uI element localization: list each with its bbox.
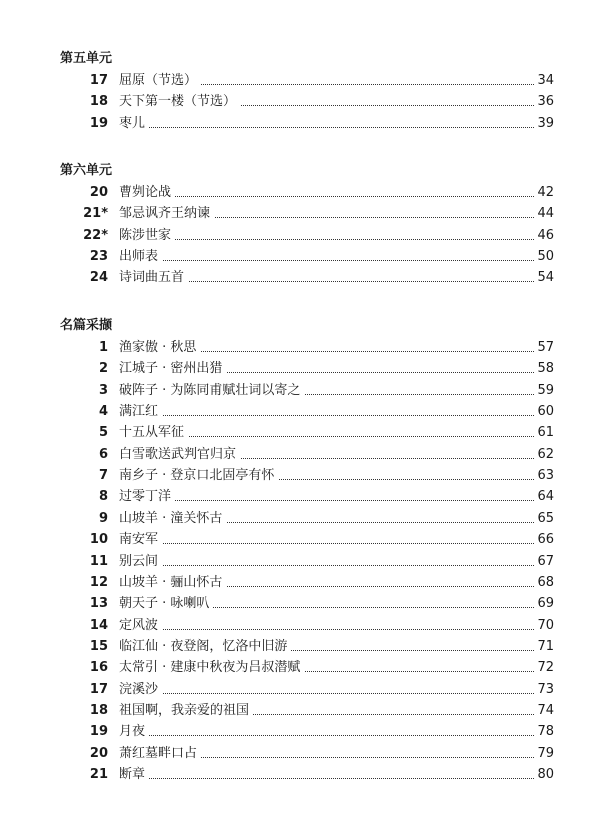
entry-page-number: 46 [534, 226, 554, 246]
toc-entry[interactable] [0, 573, 602, 593]
entry-number: 7 [98, 468, 108, 484]
entry-number: 3 [98, 382, 108, 398]
entry-page-number: 69 [534, 594, 554, 614]
entry-page-number: 70 [534, 616, 554, 636]
toc-entry[interactable] [0, 423, 602, 443]
toc-entry[interactable] [0, 445, 602, 465]
toc-entry[interactable] [0, 680, 602, 700]
entry-title: 过零丁洋 [119, 487, 175, 507]
entry-title: 诗词曲五首 [119, 268, 188, 288]
toc-entry[interactable] [0, 466, 602, 486]
entry-page-number: 79 [534, 744, 554, 764]
dot-leader [120, 778, 534, 779]
dot-leader [120, 127, 534, 128]
entry-title: 断章 [119, 765, 149, 785]
entry-page-number: 62 [534, 445, 554, 465]
toc-entry[interactable] [0, 338, 602, 358]
entry-title: 南安军 [119, 530, 162, 550]
entry-number: 24 [89, 270, 108, 286]
entry-number: 18 [89, 702, 108, 718]
dot-leader [120, 629, 534, 630]
entry-page-number: 74 [534, 701, 554, 721]
entry-number: 5 [98, 425, 108, 441]
entry-page-number: 73 [534, 680, 554, 700]
entry-page-number: 68 [534, 573, 554, 593]
entry-number: 18 [89, 94, 108, 110]
toc-entry[interactable] [0, 487, 602, 507]
toc-entry[interactable] [0, 594, 602, 614]
toc-entry[interactable] [0, 701, 602, 721]
dot-leader [120, 735, 534, 736]
entry-number: 21* [83, 206, 108, 222]
toc-entry[interactable] [0, 114, 602, 134]
toc-entry[interactable] [0, 530, 602, 550]
entry-page-number: 58 [534, 359, 554, 379]
entry-title: 白雪歌送武判官归京 [119, 445, 240, 465]
toc-entry[interactable] [0, 637, 602, 657]
entry-number: 1 [98, 340, 108, 355]
toc-entry[interactable] [0, 552, 602, 572]
entry-number: 17 [89, 73, 108, 88]
entry-page-number: 57 [534, 338, 554, 358]
toc-entry[interactable] [0, 658, 602, 678]
entry-number: 22* [83, 227, 108, 243]
toc-entry[interactable] [0, 226, 602, 246]
entry-number: 21 [89, 767, 108, 782]
entry-page-number: 78 [534, 722, 554, 742]
entry-number: 8 [98, 489, 108, 505]
toc-entry[interactable] [0, 744, 602, 764]
entry-page-number: 54 [534, 268, 554, 288]
entry-title: 渔家傲 · 秋思 [119, 338, 200, 358]
dot-leader [120, 565, 534, 566]
entry-title: 别云间 [119, 552, 162, 572]
entry-title: 太常引 · 建康中秋夜为吕叔潜赋 [119, 658, 304, 678]
entry-title: 临江仙 · 夜登阁，忆洛中旧游 [119, 637, 291, 657]
entry-title: 天下第一楼（节选） [119, 92, 240, 112]
entry-page-number: 72 [534, 658, 554, 678]
entry-number: 23 [89, 249, 108, 265]
entry-title: 破阵子 · 为陈同甫赋壮词以寄之 [119, 381, 304, 401]
entry-number: 11 [89, 553, 108, 569]
entry-page-number: 42 [534, 183, 554, 203]
entry-number: 4 [98, 404, 108, 420]
entry-title: 出师表 [119, 247, 162, 267]
toc-entry[interactable] [0, 616, 602, 636]
entry-page-number: 60 [534, 402, 554, 422]
entry-title: 祖国啊，我亲爱的祖国 [119, 701, 253, 721]
entry-number: 9 [98, 510, 108, 526]
entry-title: 月夜 [119, 722, 149, 742]
entry-page-number: 71 [534, 637, 554, 657]
entry-title: 邹忌讽齐王纳谏 [119, 204, 214, 224]
dot-leader [120, 543, 534, 544]
toc-entry[interactable] [0, 71, 602, 91]
entry-number: 12 [89, 574, 108, 590]
entry-title: 枣儿 [119, 114, 149, 134]
entry-title: 朝天子 · 咏喇叭 [119, 594, 213, 614]
entry-number: 19 [89, 724, 108, 740]
entry-title: 满江红 [119, 402, 162, 422]
entry-number: 10 [89, 532, 108, 548]
toc-entry[interactable] [0, 268, 602, 288]
entry-number: 19 [89, 115, 108, 131]
dot-leader [120, 239, 534, 240]
entry-page-number: 61 [534, 423, 554, 443]
entry-title: 浣溪沙 [119, 680, 162, 700]
toc-entry[interactable] [0, 402, 602, 422]
entry-number: 17 [89, 681, 108, 697]
toc-entry[interactable] [0, 509, 602, 529]
section-title: 第五单元 [60, 51, 113, 66]
entry-page-number: 80 [534, 765, 554, 785]
entry-page-number: 63 [534, 466, 554, 486]
toc-entry[interactable] [0, 359, 602, 379]
dot-leader [120, 500, 534, 501]
entry-title: 萧红墓畔口占 [119, 744, 201, 764]
entry-number: 15 [89, 638, 108, 654]
entry-title: 山坡羊 · 骊山怀古 [119, 573, 226, 593]
toc-entry[interactable] [0, 381, 602, 401]
entry-page-number: 36 [534, 92, 554, 112]
toc-entry[interactable] [0, 204, 602, 224]
entry-page-number: 50 [534, 247, 554, 267]
entry-page-number: 44 [534, 204, 554, 224]
section-title: 第六单元 [60, 163, 113, 178]
entry-page-number: 34 [534, 71, 554, 91]
entry-number: 2 [98, 361, 108, 377]
entry-number: 20 [89, 745, 108, 761]
entry-title: 山坡羊 · 潼关怀古 [119, 509, 226, 529]
entry-number: 14 [89, 617, 108, 633]
toc-entry[interactable] [0, 183, 602, 203]
toc-entry[interactable] [0, 247, 602, 267]
dot-leader [120, 196, 534, 197]
entry-title: 十五从军征 [119, 423, 188, 443]
entry-number: 20 [89, 185, 108, 200]
entry-title: 屈原（节选） [119, 71, 201, 91]
entry-title: 陈涉世家 [119, 226, 175, 246]
entry-title: 江城子 · 密州出猎 [119, 359, 226, 379]
entry-number: 13 [89, 596, 108, 612]
entry-page-number: 67 [534, 552, 554, 572]
section-title: 名篇采撷 [60, 318, 113, 333]
entry-number: 6 [98, 446, 108, 462]
entry-title: 南乡子 · 登京口北固亭有怀 [119, 466, 278, 486]
entry-page-number: 64 [534, 487, 554, 507]
toc-entry[interactable] [0, 765, 602, 785]
entry-number: 16 [89, 660, 108, 676]
entry-page-number: 65 [534, 509, 554, 529]
entry-page-number: 39 [534, 114, 554, 134]
dot-leader [120, 415, 534, 416]
dot-leader [120, 260, 534, 261]
toc-entry[interactable] [0, 722, 602, 742]
entry-page-number: 66 [534, 530, 554, 550]
entry-title: 定风波 [119, 616, 162, 636]
entry-page-number: 59 [534, 381, 554, 401]
entry-title: 曹刿论战 [119, 183, 175, 203]
dot-leader [120, 693, 534, 694]
toc-entry[interactable] [0, 92, 602, 112]
